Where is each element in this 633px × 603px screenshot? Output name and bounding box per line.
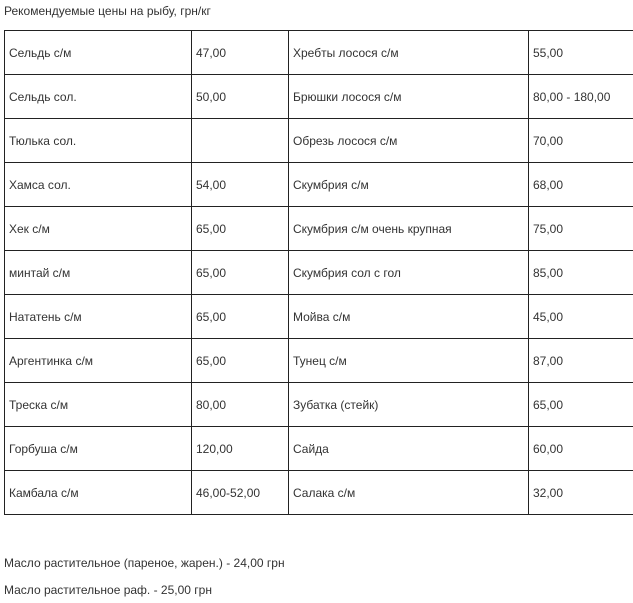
price-cell: 32,00 [529,471,633,515]
price-cell: 80,00 [192,383,289,427]
product-name-cell: Горбуша с/м [5,427,192,471]
price-cell: 60,00 [529,427,633,471]
price-cell: 75,00 [529,207,633,251]
price-cell: 68,00 [529,163,633,207]
price-cell: 87,00 [529,339,633,383]
product-name-cell: Хек с/м [5,207,192,251]
table-row [5,427,633,471]
price-cell: 47,00 [192,31,289,75]
product-name-cell: Салака с/м [289,471,529,515]
product-name-cell: Аргентинка с/м [5,339,192,383]
price-cell: 46,00-52,00 [192,471,289,515]
price-cell: 65,00 [529,383,633,427]
price-cell [192,119,289,163]
product-name-cell: Нататень с/м [5,295,192,339]
price-cell: 54,00 [192,163,289,207]
table-row [5,339,633,383]
product-name-cell: Хамса сол. [5,163,192,207]
product-name-cell: Обрезь лосося с/м [289,119,529,163]
table-row [5,163,633,207]
product-name-cell: Сельдь с/м [5,31,192,75]
table-row [5,31,633,75]
table-row [5,251,633,295]
product-name-cell: Скумбрия сол с гол [289,251,529,295]
product-name-cell: Треска с/м [5,383,192,427]
table-row [5,207,633,251]
oil-price-note: Масло растительное (пареное, жарен.) - 24,00 грн [4,556,285,570]
fish-price-table [4,30,633,515]
price-cell: 65,00 [192,295,289,339]
table-row [5,75,633,119]
product-name-cell: Скумбрия с/м [289,163,529,207]
oil-price-note: Масло растительное раф. - 25,00 грн [4,583,212,597]
price-cell: 65,00 [192,207,289,251]
product-name-cell: Мойва с/м [289,295,529,339]
price-cell: 65,00 [192,251,289,295]
price-cell: 45,00 [529,295,633,339]
product-name-cell: Сельдь сол. [5,75,192,119]
product-name-cell: Тунец с/м [289,339,529,383]
table-row [5,119,633,163]
table-row [5,295,633,339]
page-title: Рекомендуемые цены на рыбу, грн/кг [4,4,211,18]
product-name-cell: Хребты лосося с/м [289,31,529,75]
product-name-cell: Зубатка (стейк) [289,383,529,427]
price-cell: 65,00 [192,339,289,383]
table-row [5,383,633,427]
product-name-cell: Тюлька сол. [5,119,192,163]
price-cell: 55,00 [529,31,633,75]
product-name-cell: Скумбрия с/м очень крупная [289,207,529,251]
product-name-cell: Сайда [289,427,529,471]
price-cell: 120,00 [192,427,289,471]
product-name-cell: минтай с/м [5,251,192,295]
price-cell: 85,00 [529,251,633,295]
price-cell: 50,00 [192,75,289,119]
product-name-cell: Камбала с/м [5,471,192,515]
price-cell: 80,00 - 180,00 [529,75,633,119]
price-cell: 70,00 [529,119,633,163]
table-row [5,471,633,515]
product-name-cell: Брюшки лосося с/м [289,75,529,119]
